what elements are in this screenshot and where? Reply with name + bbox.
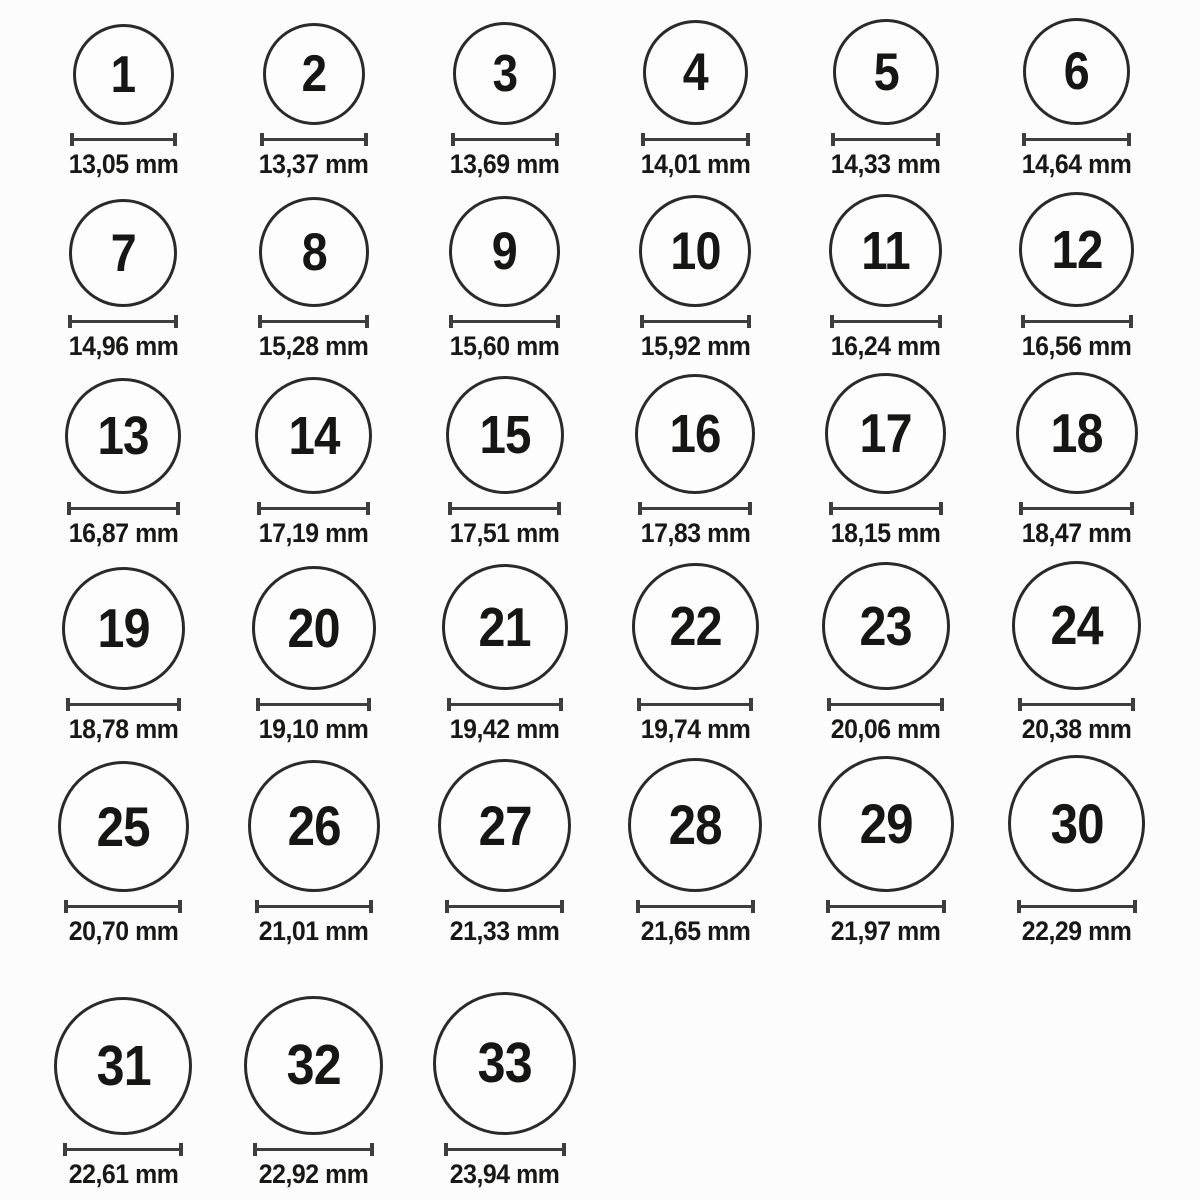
ring-size-number: 32 <box>286 1033 342 1098</box>
ring-size-number: 22 <box>669 595 722 658</box>
ring-circle <box>643 20 748 125</box>
ring-size-item <box>636 20 755 190</box>
diameter-measure-line <box>640 315 751 328</box>
diameter-measure-line <box>637 698 753 711</box>
diameter-label: 13,05 mm <box>68 149 179 180</box>
diameter-label: 17,51 mm <box>449 518 560 549</box>
diameter-label: 23,94 mm <box>449 1159 560 1190</box>
diameter-measure-line <box>70 133 177 146</box>
ring-size-number: 15 <box>479 405 531 466</box>
diameter-measure-line <box>66 698 181 711</box>
ring-size-number: 27 <box>478 793 532 857</box>
diameter-label: 22,29 mm <box>1021 916 1132 947</box>
ring-size-item <box>64 378 183 559</box>
ring-size-item <box>1017 192 1136 372</box>
ring-size-item <box>826 194 945 372</box>
ring-circle <box>248 760 380 892</box>
ring-size-item <box>628 758 762 957</box>
ring-size-number: 31 <box>96 1033 151 1098</box>
diameter-label: 14,64 mm <box>1021 149 1132 180</box>
diameter-label: 21,01 mm <box>259 916 369 947</box>
diameter-measure-line <box>831 133 940 146</box>
diameter-label: 16,24 mm <box>831 331 941 362</box>
ring-circle <box>833 19 939 125</box>
ring-size-item <box>64 24 183 190</box>
ring-circle <box>1016 372 1138 494</box>
ring-size-number: 1 <box>111 45 136 104</box>
ring-size-number: 19 <box>97 597 150 660</box>
diameter-measure-line <box>1022 133 1131 146</box>
ring-size-number: 7 <box>110 223 136 283</box>
ring-circle <box>433 992 576 1135</box>
ring-size-item <box>445 196 564 372</box>
ring-circle <box>73 24 174 125</box>
ring-size-item <box>635 374 755 559</box>
ring-size-number: 9 <box>492 222 518 282</box>
ring-circle <box>54 997 192 1135</box>
ring-size-number: 3 <box>492 44 517 103</box>
diameter-measure-line <box>63 1143 183 1156</box>
ring-circle <box>822 562 950 690</box>
diameter-label: 13,37 mm <box>259 149 369 180</box>
ring-circle <box>632 563 759 690</box>
diameter-label: 21,65 mm <box>640 916 751 947</box>
ring-size-number: 6 <box>1064 42 1090 102</box>
ring-size-number: 14 <box>288 405 340 466</box>
ring-circle <box>69 199 177 307</box>
diameter-measure-line <box>641 133 750 146</box>
diameter-measure-line <box>827 698 944 711</box>
diameter-measure-line <box>257 502 370 515</box>
diameter-label: 20,38 mm <box>1021 714 1132 745</box>
ring-size-item <box>244 996 383 1200</box>
ring-size-number: 16 <box>669 404 721 465</box>
ring-circle <box>446 376 564 494</box>
diameter-measure-line <box>64 900 182 913</box>
ring-circle <box>639 195 751 307</box>
diameter-measure-line <box>1018 698 1135 711</box>
diameter-label: 15,92 mm <box>640 331 751 362</box>
ring-size-number: 13 <box>97 406 149 467</box>
diameter-measure-line <box>1021 315 1133 328</box>
ring-circle <box>442 564 568 690</box>
ring-size-item <box>252 566 376 755</box>
ring-circle <box>252 566 376 690</box>
ring-circle <box>62 567 185 690</box>
ring-circle <box>453 22 556 125</box>
ring-size-item <box>1008 755 1145 957</box>
diameter-measure-line <box>260 133 368 146</box>
ring-size-number: 11 <box>861 220 911 281</box>
diameter-label: 16,87 mm <box>68 518 179 549</box>
diameter-label: 17,83 mm <box>640 518 751 549</box>
ring-size-item <box>254 197 373 372</box>
diameter-label: 22,92 mm <box>259 1159 369 1190</box>
diameter-measure-line <box>1017 900 1137 913</box>
ring-size-item <box>64 199 183 372</box>
ring-size-item <box>248 760 380 957</box>
ring-circle <box>628 758 762 892</box>
ring-size-number: 23 <box>859 594 913 657</box>
diameter-label: 15,60 mm <box>449 331 560 362</box>
diameter-label: 20,70 mm <box>68 916 179 947</box>
ring-size-item <box>818 756 954 957</box>
diameter-label: 15,28 mm <box>259 331 369 362</box>
diameter-measure-line <box>449 315 560 328</box>
ring-circle <box>263 23 365 125</box>
diameter-label: 17,19 mm <box>259 518 369 549</box>
ring-circle <box>58 761 189 892</box>
ring-size-number: 21 <box>478 595 531 658</box>
ring-size-number: 29 <box>859 792 913 856</box>
ring-size-number: 17 <box>859 402 913 465</box>
diameter-measure-line <box>256 698 371 711</box>
diameter-label: 13,69 mm <box>449 149 560 180</box>
ring-size-item <box>825 373 946 559</box>
diameter-measure-line <box>67 502 180 515</box>
ring-size-number: 26 <box>287 794 341 858</box>
diameter-label: 19,74 mm <box>640 714 751 745</box>
ring-circle <box>829 194 942 307</box>
ring-size-item <box>254 377 373 559</box>
ring-size-number: 4 <box>682 43 708 103</box>
ring-size-item <box>445 22 564 190</box>
ring-circle <box>255 377 372 494</box>
ring-size-item <box>438 759 571 957</box>
diameter-measure-line <box>829 502 943 515</box>
ring-size-number: 24 <box>1050 594 1103 657</box>
ring-size-item <box>54 997 192 1200</box>
ring-size-item <box>1017 18 1136 190</box>
ring-size-number: 5 <box>873 42 899 102</box>
diameter-measure-line <box>638 502 752 515</box>
diameter-measure-line <box>448 502 561 515</box>
diameter-label: 14,33 mm <box>831 149 941 180</box>
diameter-measure-line <box>68 315 178 328</box>
ring-circle <box>449 196 560 307</box>
ring-size-item <box>445 376 564 559</box>
ring-size-item <box>632 563 759 755</box>
diameter-measure-line <box>444 1143 566 1156</box>
diameter-measure-line <box>445 900 564 913</box>
diameter-label: 21,97 mm <box>831 916 941 947</box>
ring-size-number: 33 <box>477 1031 532 1096</box>
diameter-label: 20,06 mm <box>831 714 941 745</box>
ring-circle <box>259 197 369 307</box>
ring-circle <box>1023 18 1130 125</box>
ring-size-number: 8 <box>301 222 327 282</box>
ring-circle <box>825 373 946 494</box>
ring-circle <box>635 374 755 494</box>
diameter-measure-line <box>253 1143 374 1156</box>
diameter-label: 14,96 mm <box>68 331 179 362</box>
ring-size-item <box>1012 561 1141 755</box>
ring-size-number: 2 <box>301 45 327 104</box>
ring-size-number: 12 <box>1051 219 1103 280</box>
ring-circle <box>818 756 954 892</box>
diameter-label: 21,33 mm <box>449 916 560 947</box>
diameter-measure-line <box>1019 502 1134 515</box>
ring-size-item <box>254 23 373 190</box>
ring-size-item <box>636 195 755 372</box>
diameter-label: 19,10 mm <box>259 714 369 745</box>
ring-circle <box>1019 192 1134 307</box>
ring-size-number: 25 <box>96 794 150 858</box>
ring-size-number: 10 <box>670 221 721 281</box>
ring-size-item <box>433 992 576 1200</box>
ring-size-item <box>826 19 945 190</box>
diameter-measure-line <box>830 315 942 328</box>
diameter-label: 18,47 mm <box>1021 518 1132 549</box>
diameter-label: 14,01 mm <box>640 149 751 180</box>
ring-size-item <box>58 761 189 957</box>
diameter-measure-line <box>826 900 946 913</box>
ring-size-number: 30 <box>1050 791 1104 855</box>
ring-size-item <box>822 562 950 755</box>
diameter-measure-line <box>451 133 559 146</box>
diameter-label: 18,15 mm <box>831 518 941 549</box>
diameter-label: 18,78 mm <box>68 714 179 745</box>
ring-size-item <box>62 567 185 755</box>
ring-size-number: 20 <box>287 596 341 659</box>
diameter-label: 16,56 mm <box>1021 331 1132 362</box>
ring-circle <box>244 996 383 1135</box>
ring-circle <box>438 759 571 892</box>
ring-size-number: 28 <box>668 793 722 857</box>
ring-size-item <box>442 564 568 755</box>
diameter-label: 22,61 mm <box>68 1159 179 1190</box>
ring-circle <box>1012 561 1141 690</box>
ring-size-item <box>1016 372 1138 559</box>
ring-circle <box>65 378 181 494</box>
diameter-label: 19,42 mm <box>449 714 560 745</box>
diameter-measure-line <box>447 698 563 711</box>
diameter-measure-line <box>255 900 373 913</box>
diameter-measure-line <box>258 315 369 328</box>
diameter-measure-line <box>636 900 755 913</box>
ring-circle <box>1008 755 1145 892</box>
ring-size-number: 18 <box>1050 401 1103 464</box>
